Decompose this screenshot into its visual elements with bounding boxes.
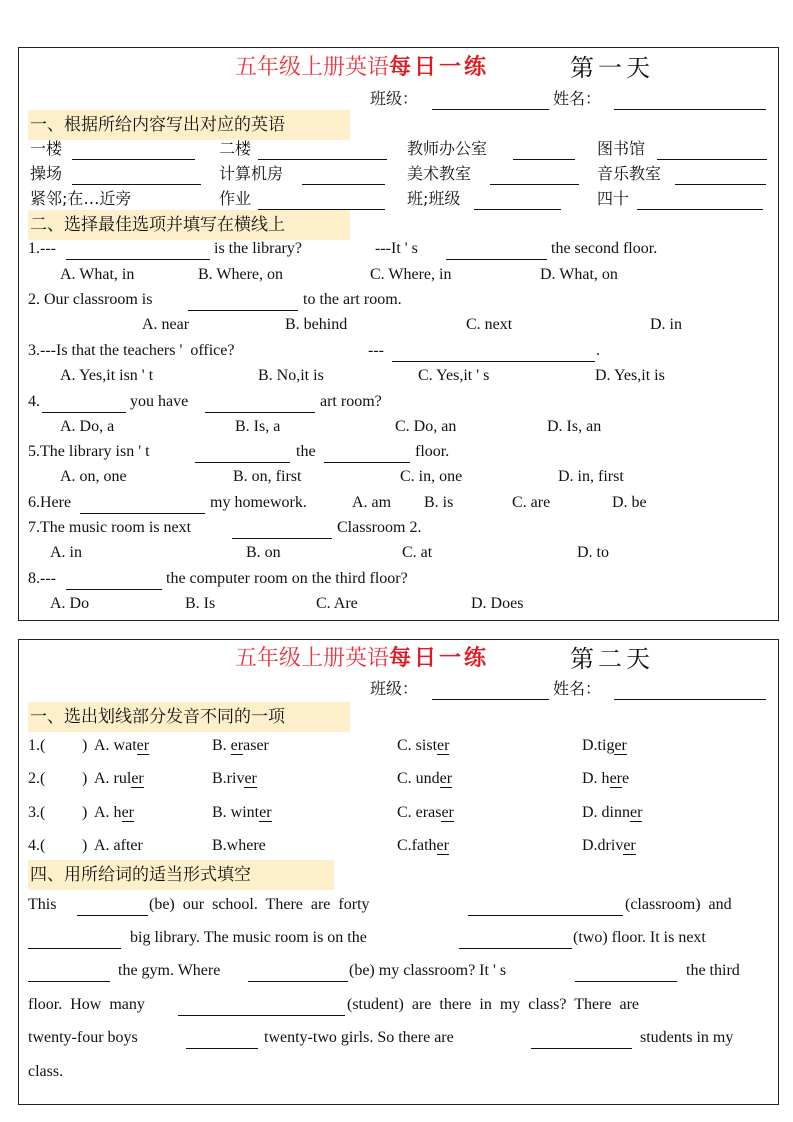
- underlined-letters: er: [131, 770, 144, 787]
- question-2-option-b[interactable]: B. behind: [285, 316, 348, 333]
- answer-paren: ): [82, 737, 88, 754]
- underlined-letters: er: [437, 737, 450, 754]
- phonics-option-d[interactable]: [582, 735, 627, 757]
- passage-text: (student) are there in my class? There are: [347, 996, 640, 1013]
- underlined-letters: er: [230, 737, 244, 754]
- underlined-letters: er: [609, 770, 622, 787]
- option-text: D. h: [582, 770, 610, 787]
- phonics-option-c[interactable]: [397, 735, 449, 757]
- option-text: C. eras: [397, 804, 442, 821]
- phonics-number: 2.(: [28, 770, 46, 787]
- section-1-heading: 一、选出划线部分发音不同的一项: [28, 702, 350, 732]
- vocab-prompt: 班;班级: [407, 189, 461, 208]
- option-text: D.tig: [582, 737, 615, 754]
- passage-text: (be) my classroom? It ' s: [349, 962, 507, 979]
- question-3-option-b[interactable]: B. No,it is: [258, 367, 324, 384]
- question-4-option-c[interactable]: C. Do, an: [395, 418, 457, 435]
- passage-text: the third: [686, 962, 740, 979]
- question-4-blank[interactable]: [42, 412, 126, 413]
- question-2-option-d[interactable]: D. in: [650, 316, 682, 333]
- question-7-blank[interactable]: [232, 538, 332, 539]
- passage-text: big library. The music room is on the: [130, 929, 367, 946]
- passage-text: floor. How many: [28, 996, 145, 1013]
- question-8-option-a[interactable]: A. Do: [50, 595, 90, 612]
- question-6-text: 6.Here: [28, 494, 72, 511]
- phonics-option-c[interactable]: [397, 835, 449, 857]
- option-text: B. wint: [212, 804, 260, 821]
- question-5-option-a[interactable]: A. on, one: [60, 468, 127, 485]
- option-text: aser: [243, 737, 269, 754]
- option-text: A. h: [94, 804, 122, 821]
- vocab-prompt: 音乐教室: [597, 164, 662, 183]
- option-text: C. sist: [397, 737, 438, 754]
- question-7-text: Classroom 2.: [337, 519, 422, 536]
- question-4-option-d[interactable]: D. Is, an: [547, 418, 602, 435]
- passage-blank[interactable]: [531, 1048, 632, 1049]
- passage-blank[interactable]: [459, 948, 572, 949]
- name-field[interactable]: [614, 109, 766, 110]
- class-field[interactable]: [432, 109, 549, 110]
- passage-blank[interactable]: [468, 915, 623, 916]
- vocab-answer-field[interactable]: [258, 159, 387, 160]
- section-1-heading: 一、根据所给内容写出对应的英语: [28, 110, 350, 140]
- question-8-option-c[interactable]: C. Are: [316, 595, 358, 612]
- phonics-option-d[interactable]: [582, 802, 642, 824]
- passage-text: (classroom) and: [625, 896, 732, 913]
- question-5-option-b[interactable]: B. on, first: [233, 468, 302, 485]
- option-text: B.riv: [212, 770, 245, 787]
- underlined-letters: er: [259, 804, 272, 821]
- option-text: A. rul: [94, 770, 132, 787]
- phonics-option-c[interactable]: [397, 768, 452, 790]
- question-1-option-d[interactable]: D. What, on: [540, 266, 618, 283]
- question-2-option-a[interactable]: A. near: [142, 316, 190, 333]
- question-1-option-b[interactable]: B. Where, on: [198, 266, 284, 283]
- question-4-text: art room?: [320, 393, 382, 410]
- vocab-prompt: 四十: [597, 189, 630, 208]
- question-1-blank[interactable]: [66, 259, 210, 260]
- passage-blank[interactable]: [28, 981, 110, 982]
- title-prefix: 五年级上册英语: [235, 55, 390, 80]
- title-main: 每日一练: [389, 646, 490, 671]
- question-1-option-c[interactable]: C. Where, in: [370, 266, 452, 283]
- option-text: D.driv: [582, 837, 624, 854]
- question-6-blank[interactable]: [80, 513, 205, 514]
- question-2-blank[interactable]: [188, 310, 298, 311]
- title-prefix: 五年级上册英语: [235, 646, 390, 671]
- question-7-option-b[interactable]: B. on: [246, 544, 281, 561]
- question-5-option-d[interactable]: D. in, first: [558, 468, 624, 485]
- question-4-option-b[interactable]: B. Is, a: [235, 418, 281, 435]
- class-label: 班级：: [370, 89, 419, 108]
- question-6-text: my homework.: [210, 494, 307, 511]
- question-1-option-a[interactable]: A. What, in: [60, 266, 135, 283]
- option-text: B.: [212, 737, 231, 754]
- option-text: C. und: [397, 770, 440, 787]
- phonics-option-b[interactable]: [212, 768, 257, 790]
- answer-paren: ): [82, 837, 88, 854]
- question-6-option-b[interactable]: B. is: [424, 494, 454, 511]
- question-1-blank[interactable]: [446, 259, 547, 260]
- vocab-answer-field[interactable]: [513, 159, 575, 160]
- answer-paren: ): [82, 770, 88, 787]
- passage-blank[interactable]: [186, 1048, 258, 1049]
- phonics-option-d[interactable]: [582, 835, 636, 857]
- vocab-prompt: 紧邻;在…近旁: [30, 189, 132, 208]
- vocab-answer-field[interactable]: [474, 209, 561, 210]
- question-6-option-c[interactable]: C. are: [512, 494, 551, 511]
- vocab-prompt: 美术教室: [407, 164, 472, 183]
- question-5-blank[interactable]: [195, 462, 290, 463]
- question-1-text: 1.---: [28, 240, 56, 257]
- question-3-text: 3.---Is that the teachers ' office?: [28, 342, 235, 359]
- underlined-letters: er: [441, 804, 454, 821]
- question-3-text: .: [596, 342, 600, 359]
- option-text: e: [622, 770, 630, 787]
- question-2-option-c[interactable]: C. next: [466, 316, 513, 333]
- question-2-text: to the art room.: [303, 291, 402, 308]
- question-3-blank[interactable]: [392, 361, 595, 362]
- question-4-option-a[interactable]: A. Do, a: [60, 418, 115, 435]
- question-2-text: 2. Our classroom is: [28, 291, 153, 308]
- name-label: 姓名：: [553, 89, 602, 108]
- question-6-option-a[interactable]: A. am: [352, 494, 392, 511]
- underlined-letters: er: [614, 737, 627, 754]
- passage-blank[interactable]: [575, 981, 677, 982]
- phonics-option-b[interactable]: [212, 802, 272, 824]
- question-5-text: 5.The library isn ' t: [28, 443, 150, 460]
- question-7-text: 7.The music room is next: [28, 519, 192, 536]
- passage-blank[interactable]: [248, 981, 348, 982]
- phonics-option-b[interactable]: [212, 835, 266, 857]
- vocab-prompt: 教师办公室: [407, 139, 488, 158]
- underlined-letters: er: [136, 737, 150, 754]
- name-field[interactable]: [614, 699, 766, 700]
- vocab-answer-field[interactable]: [675, 184, 766, 185]
- passage-text: the gym. Where: [118, 962, 221, 979]
- vocab-prompt: 计算机房: [219, 164, 284, 183]
- question-8-option-d[interactable]: D. Does: [471, 595, 524, 612]
- phonics-number: 4.(: [28, 837, 46, 854]
- underlined-letters: er: [439, 770, 453, 787]
- question-1-text: is the library?: [214, 240, 302, 257]
- vocab-answer-field[interactable]: [302, 184, 385, 185]
- vocab-answer-field[interactable]: [657, 159, 767, 160]
- passage-blank[interactable]: [28, 948, 121, 949]
- underlined-letters: er: [623, 837, 636, 854]
- question-7-option-a[interactable]: A. in: [50, 544, 82, 561]
- name-label: 姓名：: [553, 679, 602, 698]
- phonics-option-b[interactable]: [212, 735, 269, 757]
- vocab-answer-field[interactable]: [72, 159, 195, 160]
- day2-title: [235, 644, 489, 674]
- option-text: A. wat: [94, 737, 137, 754]
- underlined-letters: er: [630, 804, 643, 821]
- passage-text: twenty-four boys: [28, 1029, 138, 1046]
- passage-text: (two) floor. It is next: [573, 929, 706, 946]
- phonics-option-a[interactable]: [94, 835, 143, 857]
- question-4-blank[interactable]: [205, 412, 315, 413]
- passage-text: twenty-two girls. So there are: [264, 1029, 454, 1046]
- phonics-option-d[interactable]: [582, 768, 629, 790]
- question-1-text: ---It ' s: [375, 240, 418, 257]
- vocab-answer-field[interactable]: [72, 184, 201, 185]
- phonics-option-c[interactable]: [397, 802, 454, 824]
- phonics-option-a[interactable]: [94, 802, 134, 824]
- question-7-option-d[interactable]: D. to: [577, 544, 609, 561]
- phonics-number: 3.(: [28, 804, 46, 821]
- vocab-answer-field[interactable]: [637, 209, 763, 210]
- day2-day-label: 第二天: [570, 645, 654, 673]
- question-8-blank[interactable]: [66, 589, 162, 590]
- option-text: A. after: [94, 837, 143, 854]
- vocab-prompt: 一楼: [30, 139, 63, 158]
- section-4-heading: 四、用所给词的适当形式填空: [28, 860, 334, 890]
- section-2-heading: 二、选择最佳选项并填写在横线上: [28, 210, 350, 240]
- vocab-prompt: 操场: [30, 164, 63, 183]
- phonics-option-a[interactable]: [94, 735, 149, 757]
- passage-text: students in my: [640, 1029, 734, 1046]
- question-6-option-d[interactable]: D. be: [612, 494, 647, 511]
- vocab-prompt: 二楼: [219, 139, 252, 158]
- day1-title: [235, 53, 489, 83]
- passage-blank[interactable]: [77, 915, 148, 916]
- question-5-option-c[interactable]: C. in, one: [400, 468, 463, 485]
- phonics-number: 1.(: [28, 737, 46, 754]
- question-1-text: the second floor.: [551, 240, 658, 257]
- question-8-text: 8.---: [28, 570, 56, 587]
- day1-day-label: 第一天: [570, 54, 654, 82]
- passage-text: (be) our school. There are forty: [149, 896, 370, 913]
- title-main: 每日一练: [389, 55, 490, 80]
- option-text: B.where: [212, 837, 266, 854]
- question-3-option-a[interactable]: A. Yes,it isn ' t: [60, 367, 154, 384]
- question-8-option-b[interactable]: B. Is: [185, 595, 216, 612]
- vocab-answer-field[interactable]: [490, 184, 579, 185]
- phonics-option-a[interactable]: [94, 768, 144, 790]
- question-4-text: you have: [130, 393, 189, 410]
- question-7-option-c[interactable]: C. at: [402, 544, 433, 561]
- question-5-blank[interactable]: [324, 462, 410, 463]
- underlined-letters: er: [121, 804, 134, 821]
- vocab-prompt: 作业: [219, 189, 252, 208]
- question-3-option-c[interactable]: C. Yes,it ' s: [418, 367, 490, 384]
- underlined-letters: er: [436, 837, 449, 854]
- passage-blank[interactable]: [178, 1015, 345, 1016]
- question-8-text: the computer room on the third floor?: [166, 570, 408, 587]
- question-4-text: 4.: [28, 393, 40, 410]
- option-text: D. dinn: [582, 804, 630, 821]
- passage-text: This: [28, 896, 57, 913]
- option-text: C.fath: [397, 837, 437, 854]
- question-5-text: the: [296, 443, 316, 460]
- question-5-text: floor.: [415, 443, 450, 460]
- vocab-prompt: 图书馆: [597, 139, 646, 158]
- answer-paren: ): [82, 804, 88, 821]
- passage-text: class.: [28, 1063, 64, 1080]
- class-label: 班级：: [370, 679, 419, 698]
- underlined-letters: er: [244, 770, 257, 787]
- question-3-text: ---: [368, 342, 384, 359]
- question-3-option-d[interactable]: D. Yes,it is: [595, 367, 665, 384]
- class-field[interactable]: [432, 699, 549, 700]
